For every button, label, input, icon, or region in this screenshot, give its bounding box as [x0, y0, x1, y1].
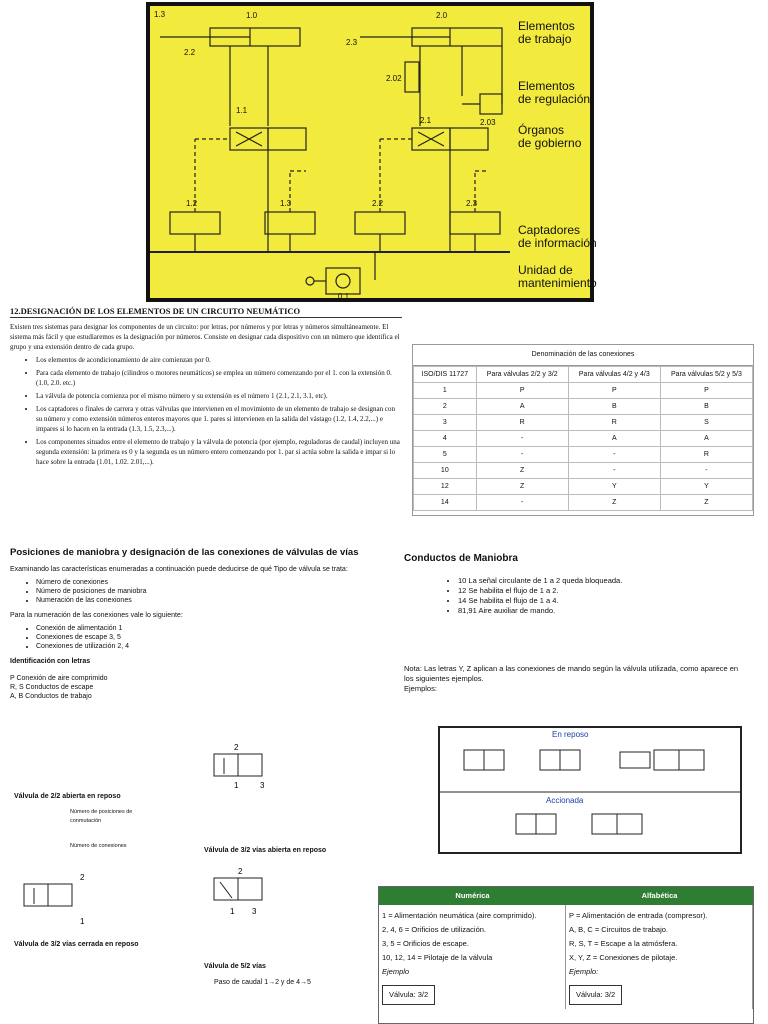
letters-title: Identificación con letras — [10, 658, 91, 665]
label-captadores: Captadores de información — [518, 223, 597, 250]
circuit-drawing — [150, 6, 590, 298]
numbering-list — [10, 624, 390, 651]
cell: - — [660, 463, 752, 479]
section-title: Conductos de Maniobra — [404, 553, 518, 564]
cell: - — [476, 431, 568, 447]
cell: Z — [476, 479, 568, 495]
example-label: Ejemplo: — [569, 967, 599, 976]
letter-line: P Conexión de aire comprimido — [10, 675, 108, 682]
list-item: R, S, T = Escape a la atmósfera. — [569, 939, 678, 948]
alphabetic-column — [566, 905, 753, 1009]
cell: - — [568, 447, 660, 463]
svg-text:3: 3 — [260, 781, 265, 790]
cell: Z — [476, 463, 568, 479]
list-item: • Numeración de las conexiones — [36, 596, 390, 605]
pneumatic-circuit-diagram — [146, 2, 597, 302]
section-title: 12.DESIGNACIÓN DE LOS ELEMENTOS DE UN CIRCUITO NEUMÁTICO — [10, 306, 402, 318]
valve-32-closed-caption: Válvula de 3/2 vías cerrada en reposo — [14, 941, 139, 948]
header-cell: Para válvulas 4/2 y 4/3 — [568, 367, 660, 383]
section-title: Posiciones de maniobra y designación de las conexiones de válvulas de vías — [10, 547, 359, 558]
connections-note: Número de conexiones — [70, 843, 127, 849]
label-elementos-trabajo: Elementos de trabajo — [518, 19, 575, 46]
label-unidad-mantenimiento: Unidad de mantenimiento — [518, 263, 597, 290]
letters-block — [10, 674, 390, 701]
svg-text:2: 2 — [238, 867, 243, 876]
list-item: • La válvula de potencia comienza por el mismo número y su extensión es el número 1 (2.1, 2.1, 3.1, etc). — [36, 391, 402, 401]
cell: Y — [660, 479, 752, 495]
cell: P — [476, 383, 568, 399]
section-12 — [10, 306, 402, 542]
cell: S — [660, 415, 752, 431]
actuated-label: Accionada — [546, 796, 584, 805]
cell: R — [568, 415, 660, 431]
list-item: • Los captadores o finales de carrera y otras válvulas que intervienen en el movimiento de un elemento de trabajo se designan con su número y como extensión números enteros mayores que 1. pares si intervienen en la salida del vástago (1.2, 1.4, 2.2,...) e impares si lo hacen en la entrada (1.3, 1.5, 2.3,...). — [36, 404, 402, 434]
cell: Z — [568, 495, 660, 511]
cell: P — [660, 383, 752, 399]
list-item: • Conexiones de utilización 2, 4 — [36, 642, 390, 651]
example-label: Ejemplo — [382, 967, 410, 976]
list-item: • Conexiones de escape 3, 5 — [36, 633, 390, 642]
cell: R — [476, 415, 568, 431]
cell: A — [568, 431, 660, 447]
cell: P — [568, 383, 660, 399]
cell: - — [476, 495, 568, 511]
code-label: 1.1 — [236, 106, 248, 115]
cell: Z — [660, 495, 752, 511]
cell: B — [568, 399, 660, 415]
cell: - — [568, 463, 660, 479]
list-item: 2, 4, 6 = Orificios de utilización. — [382, 925, 487, 934]
list-item: • Los componentes situados entre el elemento de trabajo y la válvula de potencia (por ejemplo, reguladoras de caudal) incluyen una segunda extensión: la primera es 0 y la segunda es un número entero comenzando por 1. par si actúa sobre la salida e impar si lo hace sobre la entrada (1.01, 1.02. 2.01,...). — [36, 437, 402, 467]
cell: 12 — [414, 479, 477, 495]
list-item: • 10 La señal circulante de 1 a 2 queda bloqueada. — [458, 576, 760, 586]
table-row — [414, 383, 753, 399]
section-intro: Existen tres sistemas para designar los componentes de un circuito: por letras, por números y por letras y números simultáneamente. El sistema más fácil y que estudiaremos es la designación por números. Consiste en designar cada dispositivo con un número que identifica el grupo y una extensión dentro de cada grupo. — [10, 323, 400, 351]
list-item: • 12 Se habilita el flujo de 1 a 2. — [458, 586, 760, 596]
list-item: • 14 Se habilita el flujo de 1 a 4. — [458, 596, 760, 606]
valve-positions-section — [10, 548, 390, 1024]
table-header-row — [414, 367, 753, 383]
list-item: • Número de posiciones de maniobra — [36, 587, 390, 596]
header-cell: Para válvulas 5/2 y 5/3 — [660, 367, 752, 383]
code-label: 2.2 — [372, 199, 384, 208]
valve-22-caption: Válvula de 2/2 abierta en reposo — [14, 793, 121, 800]
header-numeric: Numérica — [455, 891, 490, 900]
code-label: 2.02 — [386, 74, 402, 83]
letter-line: R, S Conductos de escape — [10, 684, 94, 691]
cell: B — [660, 399, 752, 415]
code-label: 2.1 — [420, 116, 432, 125]
label-elementos-regulacion: Elementos de regulación — [518, 79, 591, 106]
cell: - — [476, 447, 568, 463]
control-lines-list — [398, 576, 760, 616]
table-row — [414, 495, 753, 511]
feature-list — [10, 578, 390, 605]
connections-table — [412, 344, 754, 516]
examples-figure — [438, 726, 742, 854]
svg-text:1: 1 — [230, 907, 235, 916]
list-item: 3, 5 = Orificios de escape. — [382, 939, 469, 948]
code-label: 2.0 — [436, 11, 448, 20]
code-label: 2.2 — [184, 48, 196, 57]
code-label: 2.03 — [480, 118, 496, 127]
code-label: 1.3 — [280, 199, 292, 208]
table-header — [379, 887, 753, 905]
header-alphabetic: Alfabética — [641, 891, 678, 900]
list-item: • 81,91 Aire auxiliar de mando. — [458, 606, 760, 616]
svg-text:1: 1 — [80, 917, 85, 926]
cell: R — [660, 447, 752, 463]
list-item: • Número de conexiones — [36, 578, 390, 587]
table-row — [414, 447, 753, 463]
intro-text: Examinando las características enumeradas a continuación puede deducirse de qué Tipo de válvula se trata: — [10, 566, 348, 573]
list-item: P = Alimentación de entrada (compresor). — [569, 911, 708, 920]
header-cell: ISO/DIS 11727 — [414, 367, 477, 383]
cell: 10 — [414, 463, 477, 479]
table-caption: Denominación de las conexiones — [413, 345, 753, 366]
table-body — [379, 905, 753, 1009]
code-label: 2.3 — [346, 38, 358, 47]
list-item: 1 = Alimentación neumática (aire comprimido). — [382, 911, 537, 920]
valve-52-flow: Paso de caudal 1→2 y de 4→5 — [214, 979, 311, 986]
code-label: 1.0 — [246, 11, 258, 20]
list-item: • Para cada elemento de trabajo (cilindros o motores neumáticos) se emplea un número comenzando por el 1. con la extensión 0. (1.0, 2.0. etc.) — [36, 368, 402, 388]
list-item: 10, 12, 14 = Pilotaje de la válvula — [382, 953, 493, 962]
cell: Y — [568, 479, 660, 495]
cell: A — [476, 399, 568, 415]
valve-32-open-symbol — [210, 866, 270, 922]
table-row — [414, 463, 753, 479]
list-item: • Conexión de alimentación 1 — [36, 624, 390, 633]
cell: 1 — [414, 383, 477, 399]
svg-text:3: 3 — [252, 907, 257, 916]
table-row — [414, 399, 753, 415]
valve-box: Válvula: 3/2 — [382, 985, 435, 1005]
valve-52-caption: Válvula de 5/2 vías — [204, 963, 266, 970]
code-label: 1.3 — [154, 10, 166, 19]
list-item: A, B, C = Circuitos de trabajo. — [569, 925, 669, 934]
valve-32-open-caption: Válvula de 3/2 vías abierta en reposo — [204, 847, 327, 854]
table — [413, 366, 753, 511]
numbering-text: Para la numeración de las conexiones vale lo siguiente: — [10, 612, 183, 619]
examples-drawing — [440, 728, 740, 852]
designation-comparison-table — [378, 886, 754, 1024]
list-item: X, Y, Z = Conexiones de pilotaje. — [569, 953, 678, 962]
code-label: 0.1 — [338, 292, 350, 301]
note-text: Nota: Las letras Y, Z aplican a las conexiones de mando según la válvula utilizada, como aparece en los siguientes ejemplos. — [404, 664, 739, 683]
svg-text:1: 1 — [234, 781, 239, 790]
label-organos-gobierno: Órganos de gobierno — [518, 123, 582, 150]
cell: A — [660, 431, 752, 447]
valve-22-symbol — [210, 742, 270, 792]
cell: 5 — [414, 447, 477, 463]
table-row — [414, 415, 753, 431]
cell: 4 — [414, 431, 477, 447]
cell: 2 — [414, 399, 477, 415]
cell: 3 — [414, 415, 477, 431]
table-row — [414, 479, 753, 495]
numeric-column — [379, 905, 566, 1009]
svg-text:2: 2 — [80, 873, 85, 882]
valve-box: Válvula: 3/2 — [569, 985, 622, 1005]
list-item: • Los elementos de acondicionamiento de aire comienzan por 0. — [36, 355, 402, 365]
rest-label: En reposo — [552, 730, 589, 739]
examples-label: Ejemplos: — [404, 684, 437, 693]
designation-list — [10, 355, 402, 467]
header-cell: Para válvulas 2/2 y 3/2 — [476, 367, 568, 383]
valve-32-closed-symbol — [20, 870, 85, 928]
svg-text:2: 2 — [234, 743, 239, 752]
letter-line: A, B Conductos de trabajo — [10, 693, 92, 700]
positions-note: Número de posiciones de conmutación — [70, 809, 133, 824]
cell: 14 — [414, 495, 477, 511]
code-label: 2.3 — [466, 199, 478, 208]
code-label: 1.2 — [186, 199, 198, 208]
table-row — [414, 431, 753, 447]
